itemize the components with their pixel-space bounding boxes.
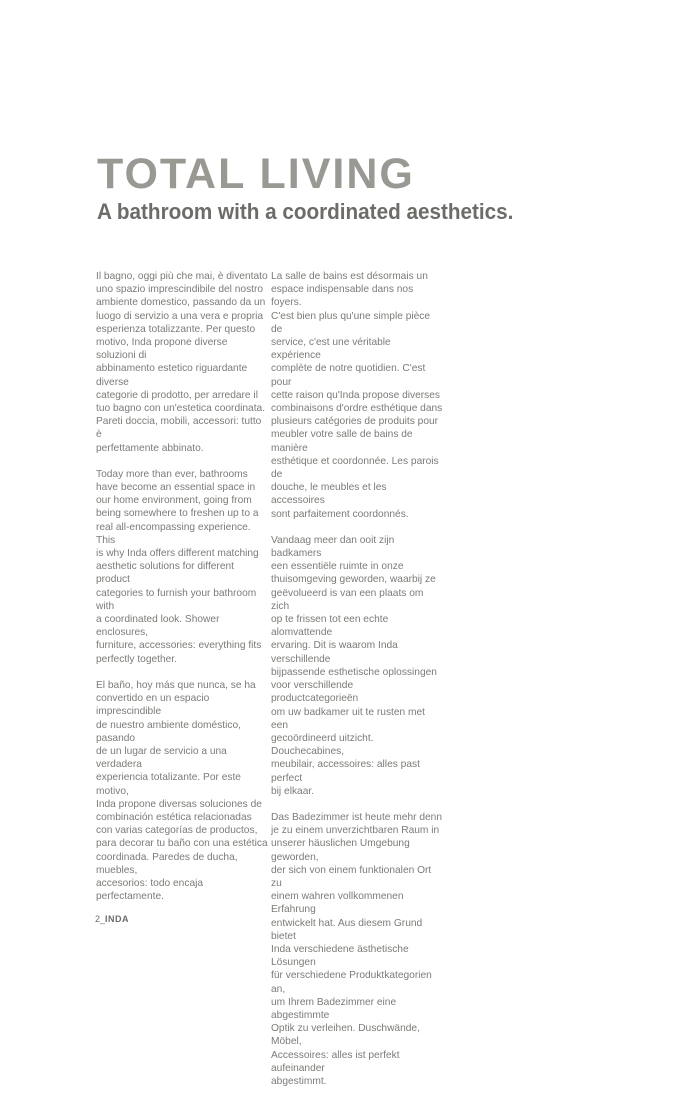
footer-separator: _ — [100, 914, 106, 924]
page-footer — [95, 915, 129, 924]
page-subtitle: A bathroom with a coordinated aesthetics. — [97, 199, 514, 224]
text-column-left — [96, 270, 268, 916]
paragraph-english: Today more than ever, bathrooms have become an essential space in our home environment, going from being somewhere to freshen up to a real all-encompassing experience. This is why Inda offers different matching aesthetic solutions for different product categories to furnish your bathroom with a coordinated look. Shower enclosures, furniture, accessories: everything fits perfectly together. — [96, 468, 262, 665]
brand-name: INDA — [105, 914, 130, 924]
paragraph-italian: Il bagno, oggi più che mai, è diventato uno spazio imprescindibile del nostro ambiente domestico, passando da un luogo di servizio a una vera e propria esperienza totalizzante. Per questo motivo, Inda propone diverse soluzioni di abbinamento estetico riguardante diverse categorie di prodotto, per arredare il tuo bagno con un'estetica coordinata. Pareti doccia, mobili, accessori: tutto è perfettamente abbinato. — [96, 271, 268, 454]
page-title: TOTAL LIVING — [97, 150, 415, 198]
paragraph-dutch: Vandaag meer dan ooit zijn badkamers een essentiële ruimte in onze thuisomgeving geworden, waarbij ze geëvolueerd is van een plaats om zich op te frissen tot een echte alomvattende ervaring. Dit is waarom Inda verschillende bijpassende esthetische oplossingen voor verschillende productcategorieën om uw badkamer uit te rusten met een gecoördineerd uitzicht. Douchecabines, meubilair, accessoires: alles past perfect bij elkaar. — [271, 534, 437, 797]
text-column-right — [271, 270, 443, 1101]
paragraph-french: La salle de bains est désormais un espace indispensable dans nos foyers. C'est bien plus qu'une simple pièce de service, c'est une véritable expérience complète de notre quotidien. C'est pour cette raison qu'Inda propose diverses combinaisons d'ordre esthétique dans plusieurs catégories de produits pour meubler votre salle de bains de manière esthétique et coordonnée. Les parois de douche, le meubles et les accessoires sont parfaitement coordonnés. — [271, 271, 443, 520]
page-number: 2 — [95, 914, 101, 924]
paragraph-spanish: El baño, hoy más que nunca, se ha convertido en un espacio imprescindible de nuestro ambiente doméstico, pasando de un lugar de servicio a una verdadera experiencia totalizante. Por este motivo, Inda propone diversas soluciones de combinación estética relacionadas con varias categorías de productos, para decorar tu baño con una estética coordinada. Paredes de ducha, muebles, accesorios: todo encaja perfectamente. — [96, 679, 268, 903]
paragraph-german: Das Badezimmer ist heute mehr denn je zu einem unverzichtbaren Raum in unserer häuslichen Umgebung geworden, der sich von einem funktionalen Ort zu einem wahren vollkommenen Erfahrung entwickelt hat. Aus diesem Grund bietet Inda verschiedene ästhetische Lösungen für verschiedene Produktkategorien an, um Ihrem Badezimmer eine abgestimmte Optik zu verleihen. Duschwände, Möbel, Accessoires: alles ist perfekt aufeinander abgestimmt. — [271, 811, 443, 1087]
